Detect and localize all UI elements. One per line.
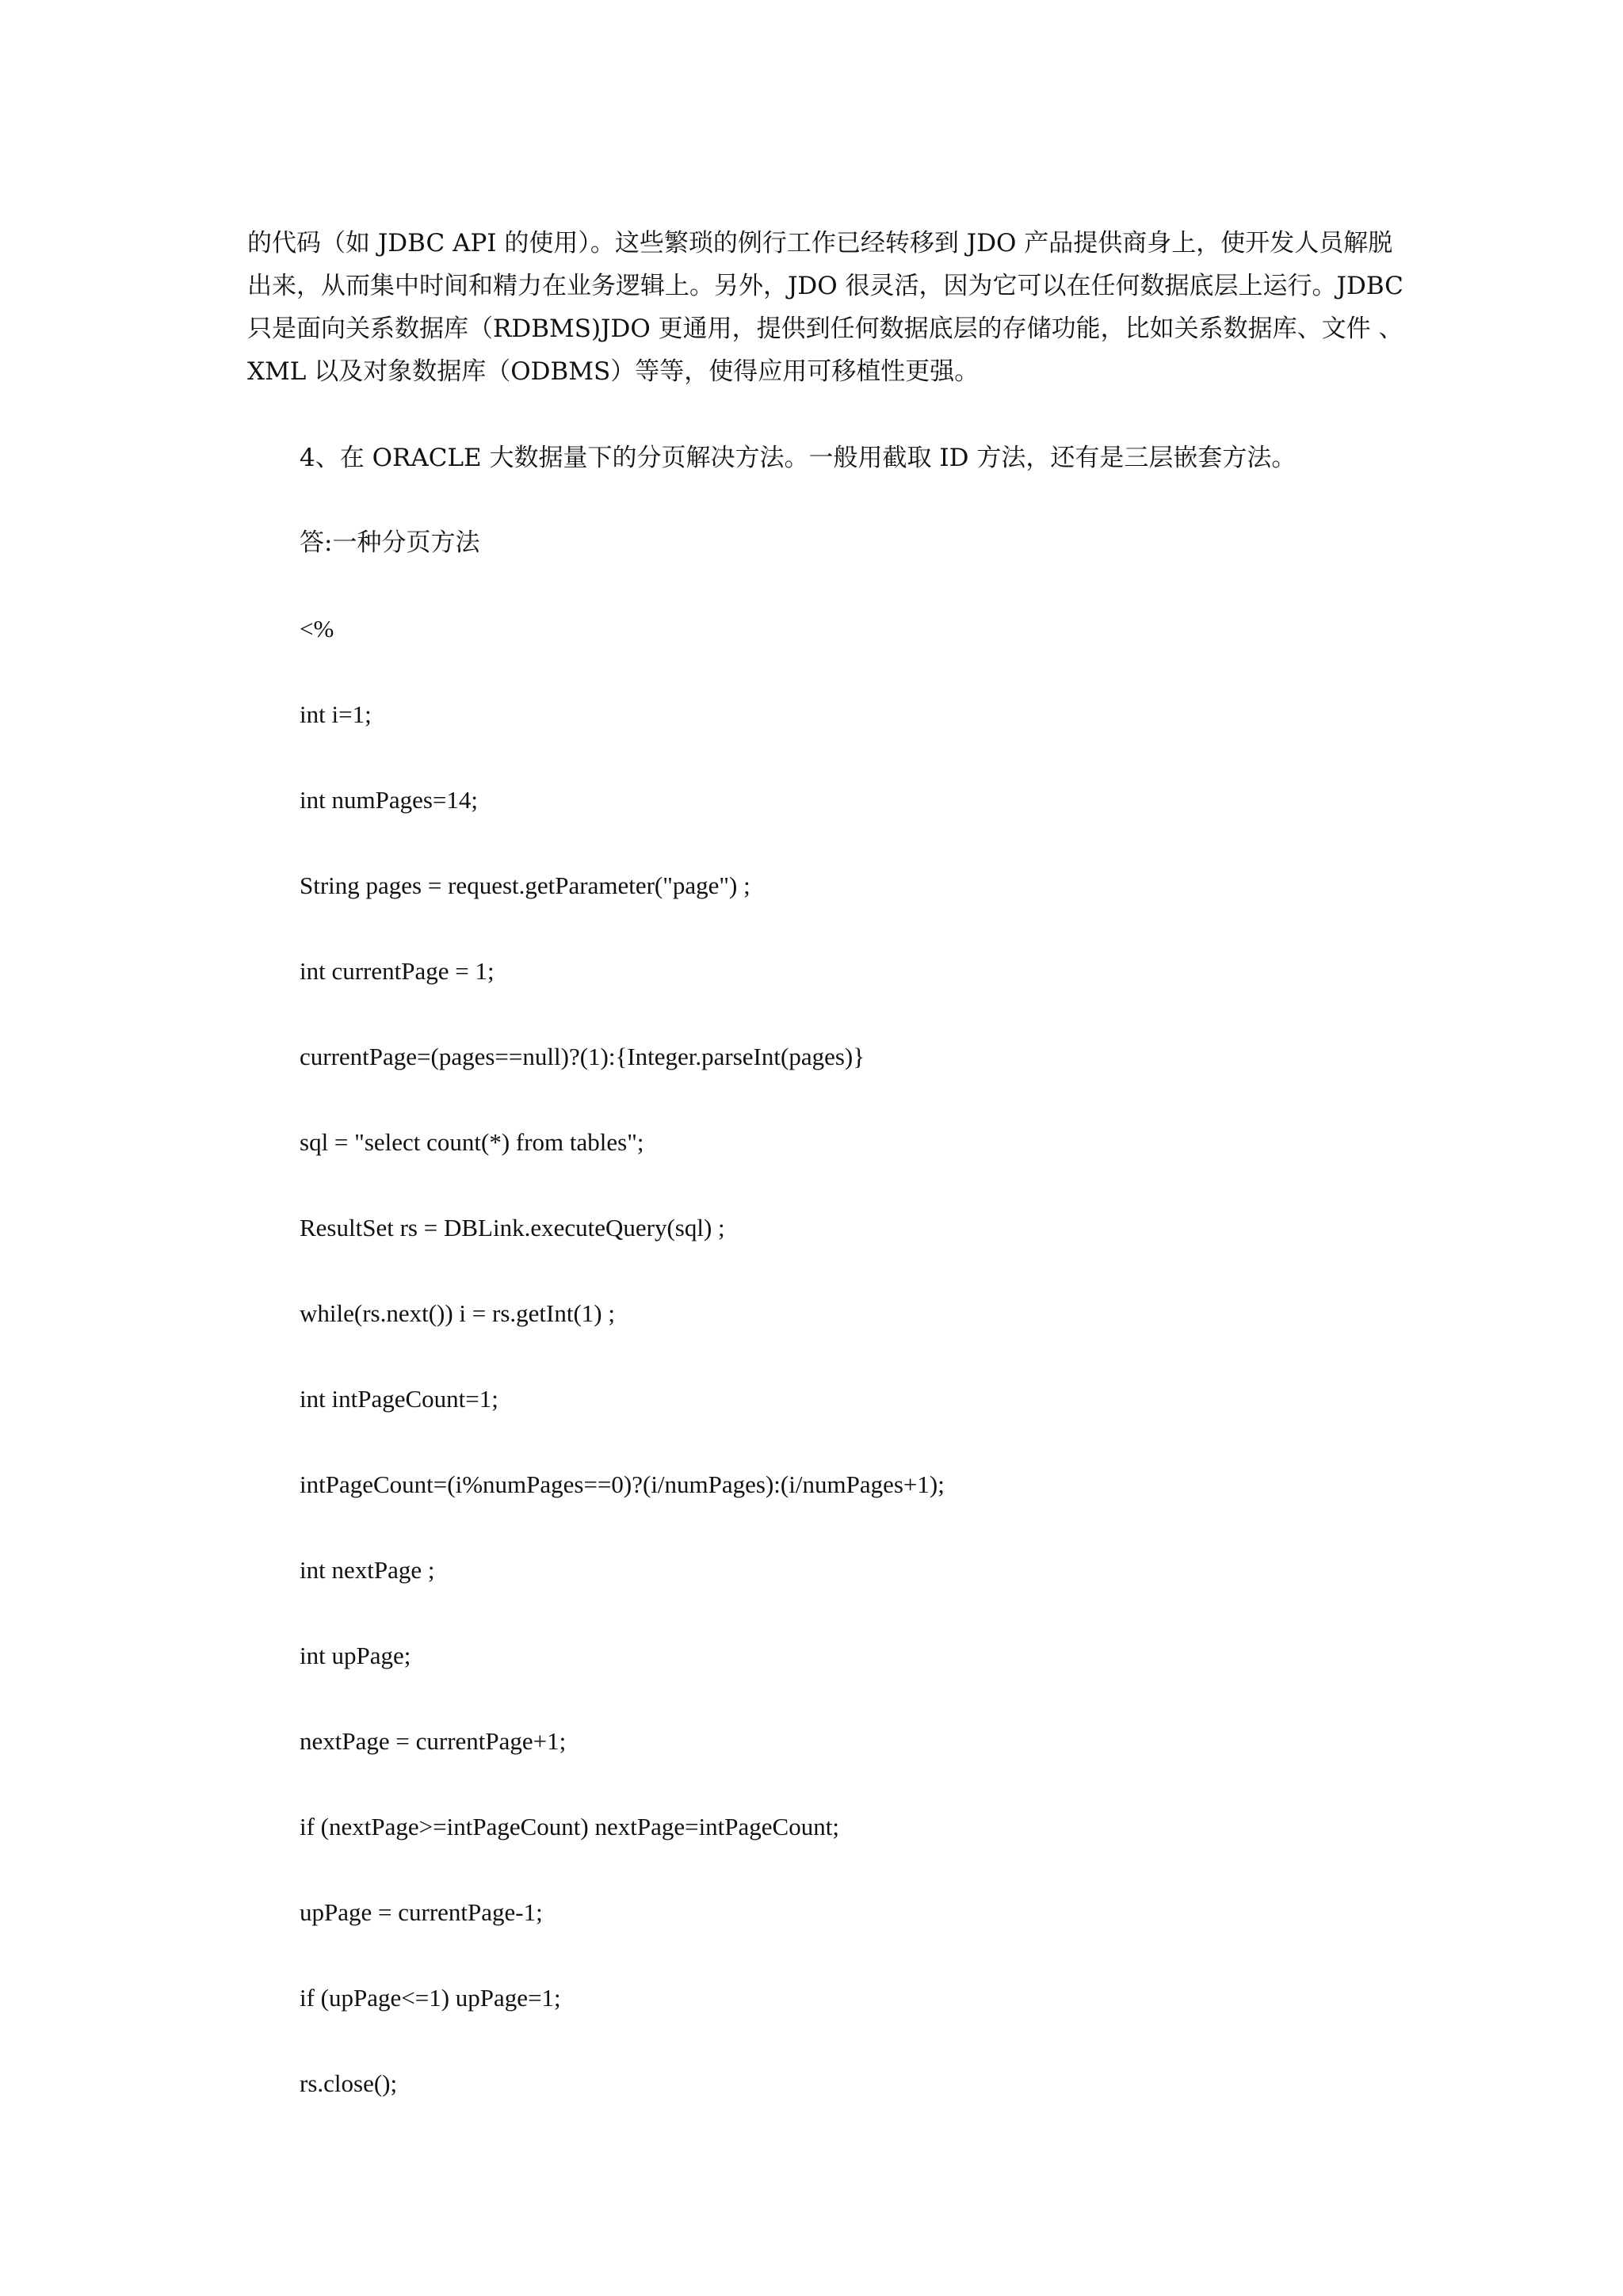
code-line: upPage = currentPage-1;	[300, 1898, 543, 1926]
code-line: int nextPage ;	[300, 1556, 435, 1584]
code-line: int currentPage = 1;	[300, 957, 495, 985]
code-line: <%	[300, 615, 334, 643]
code-line: sql = "select count(*) from tables";	[300, 1128, 644, 1156]
code-line: if (upPage<=1) upPage=1;	[300, 1984, 561, 2012]
code-line: int intPageCount=1;	[300, 1385, 498, 1413]
paragraph-line: 的代码（如 JDBC API 的使用）。这些繁琐的例行工作已经转移到 JDO 产品提供商身上，使开发人员解脱	[247, 229, 1393, 257]
code-line: int upPage;	[300, 1642, 411, 1669]
code-line: nextPage = currentPage+1;	[300, 1727, 567, 1755]
code-line: int i=1;	[300, 700, 372, 728]
code-line: currentPage=(pages==null)?(1):{Integer.parseInt(pages)}	[300, 1043, 865, 1070]
question-heading: 4、在 ORACLE 大数据量下的分页解决方法。一般用截取 ID 方法，还有是三层嵌套方法。	[300, 444, 1296, 472]
intro-paragraph	[247, 222, 1404, 393]
answer-label: 答:一种分页方法	[300, 528, 480, 557]
code-line: intPageCount=(i%numPages==0)?(i/numPages):(i/numPages+1);	[300, 1470, 945, 1498]
paragraph-line: XML 以及对象数据库（ODBMS）等等，使得应用可移植性更强。	[247, 357, 980, 386]
code-line: String pages = request.getParameter("page") ;	[300, 871, 750, 899]
paragraph-line: 出来，从而集中时间和精力在业务逻辑上。另外，JDO 很灵活，因为它可以在任何数据底层上运行。JDBC	[247, 272, 1403, 300]
code-line: rs.close();	[300, 2069, 398, 2097]
code-line: int numPages=14;	[300, 786, 479, 814]
code-line: if (nextPage>=intPageCount) nextPage=intPageCount;	[300, 1813, 839, 1840]
code-line: while(rs.next()) i = rs.getInt(1) ;	[300, 1299, 615, 1327]
paragraph-line: 只是面向关系数据库（RDBMS)JDO 更通用，提供到任何数据底层的存储功能，比如关系数据库、文件 、	[247, 315, 1403, 343]
code-line: ResultSet rs = DBLink.executeQuery(sql) ;	[300, 1214, 725, 1241]
